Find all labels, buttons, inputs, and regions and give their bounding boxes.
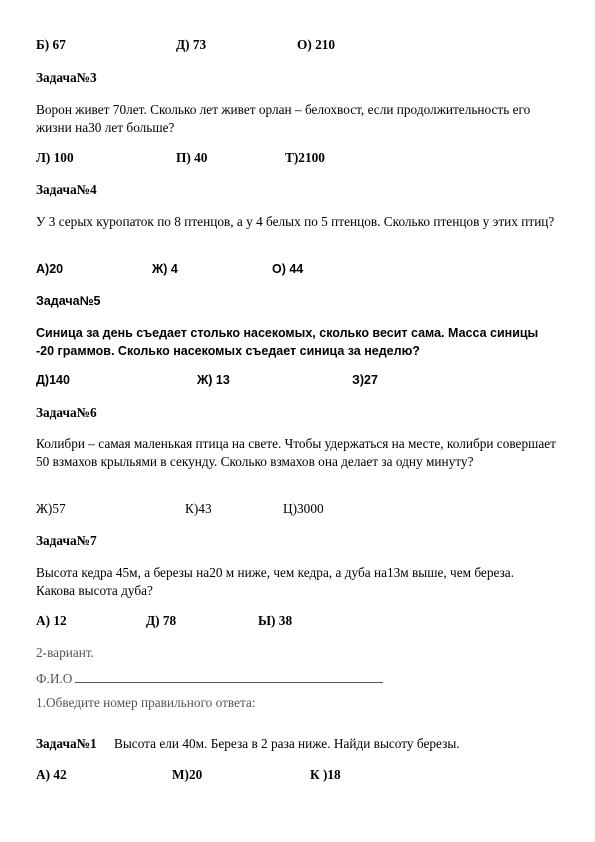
task-text: Колибри – самая маленькая птица на свете. Чтобы удержаться на месте, колибри совершает 50 взмахов крыльями в секунду. Сколько взмахов она делает за одну минуту?: [36, 436, 556, 469]
fio-line: [36, 670, 383, 687]
answer-option: К)43: [185, 501, 212, 516]
task-text: Высота кедра 45м, а березы на20 м ниже, чем кедра, а дуба на13м выше, чем береза. Какова высота дуба?: [36, 565, 515, 598]
answer-option: Д) 78: [146, 613, 177, 628]
task-text: Ворон живет 70лет. Сколько лет живет орлан – белохвост, если продолжительность его жизни на30 лет больше?: [36, 102, 531, 135]
answer-option: Ж) 4: [152, 262, 178, 276]
task-title: Задача№3: [36, 70, 97, 85]
task-text: Синица за день съедает столько насекомых, сколько весит сама. Масса синицы -20 граммов. Сколько насекомых съедает синица за неделю?: [36, 326, 539, 358]
task-text: Высота ели 40м. Береза в 2 раза ниже. Найди высоту березы.: [114, 736, 460, 751]
answer-option: Ж) 13: [197, 373, 230, 387]
answer-option: А) 12: [36, 613, 67, 628]
instruction: 1.Обведите номер правильного ответа:: [36, 695, 256, 710]
answer-option: Д) 73: [176, 37, 207, 52]
answer-option: Л) 100: [36, 150, 74, 165]
task-title: Задача№5: [36, 294, 101, 308]
fio-blank[interactable]: [75, 670, 383, 683]
answer-option: Ц)3000: [283, 501, 324, 516]
answer-option: О) 44: [272, 262, 304, 276]
task-line: [36, 736, 460, 752]
fio-label: Ф.И.О: [36, 671, 73, 686]
answer-option: О) 210: [297, 37, 336, 52]
task-title: Задача№6: [36, 405, 97, 420]
task-title: Задача№1: [36, 736, 97, 751]
answer-option: П) 40: [176, 150, 208, 165]
answer-option: М)20: [172, 767, 203, 782]
answer-option: К )18: [310, 767, 341, 782]
task-title: Задача№7: [36, 533, 97, 548]
answer-option: Т)2100: [285, 150, 325, 165]
answer-option: А) 42: [36, 767, 67, 782]
task-title: Задача№4: [36, 182, 97, 197]
answer-option: З)27: [352, 373, 378, 387]
answer-option: Ы) 38: [258, 613, 293, 628]
answer-option: Б) 67: [36, 37, 66, 52]
answer-option: Ж)57: [36, 501, 66, 516]
variant-label: 2-вариант.: [36, 645, 94, 660]
answer-option: Д)140: [36, 373, 70, 387]
task-text: У 3 серых куропаток по 8 птенцов, а у 4 белых по 5 птенцов. Сколько птенцов у этих птиц?: [36, 214, 555, 229]
answer-option: А)20: [36, 262, 64, 276]
